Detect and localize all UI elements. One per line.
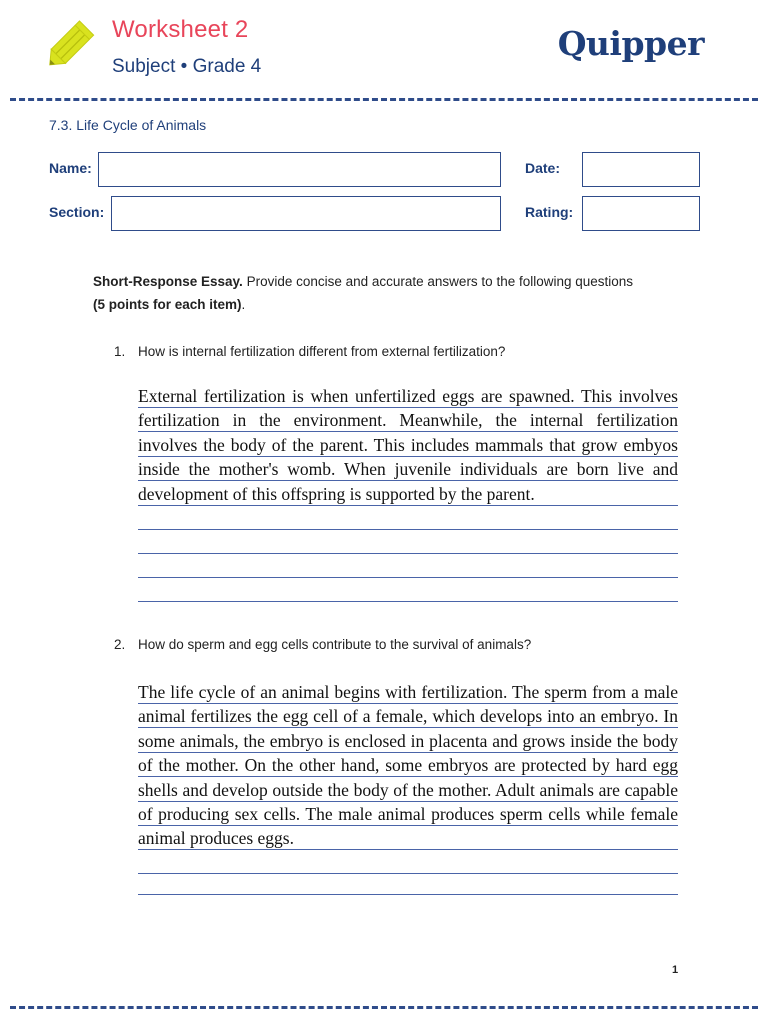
- section-field[interactable]: [111, 196, 501, 231]
- answer-1-area[interactable]: [138, 384, 678, 614]
- worksheet-title: Worksheet 2: [112, 16, 249, 43]
- question-2: [114, 637, 531, 652]
- question-2-text: How do sperm and egg cells contribute to the survival of animals?: [138, 637, 532, 652]
- instructions-points: (5 points for each item): [93, 297, 242, 312]
- brand-logo: Quipper: [557, 24, 704, 63]
- question-1: [114, 344, 505, 359]
- date-field[interactable]: [582, 152, 700, 187]
- answer-2-text: The life cycle of an animal begins with fertilization. The sperm from a male animal fertilizes the egg cell of a female, which develops into an embryo. In some animals, the embryo is enclosed in placenta and grows inside the body of the mother. On the other hand, some embryos are protected by hard egg shells and develop outside the body of the mother. Adult animals are capable of producing sex cells. The male animal produces sperm cells while female animal produces eggs.: [138, 682, 678, 849]
- question-1-text: How is internal fertilization different from external fertilization?: [138, 344, 506, 359]
- name-field[interactable]: [98, 152, 501, 187]
- name-label: Name:: [49, 160, 92, 176]
- page-number: 1: [672, 964, 679, 976]
- top-divider: [10, 98, 758, 101]
- rating-field[interactable]: [582, 196, 700, 231]
- question-2-number: 2.: [114, 637, 126, 652]
- bottom-divider: [10, 1006, 758, 1009]
- instructions-text: Provide concise and accurate answers to the following questions: [242, 274, 634, 289]
- instructions: [93, 270, 693, 316]
- answer-2-area[interactable]: [138, 680, 678, 900]
- lesson-title: 7.3. Life Cycle of Animals: [49, 117, 207, 133]
- rating-label: Rating:: [525, 204, 574, 220]
- pencil-icon: [40, 14, 102, 76]
- instructions-bold: Short-Response Essay.: [93, 274, 243, 289]
- question-1-number: 1.: [114, 344, 126, 359]
- date-label: Date:: [525, 160, 561, 176]
- instructions-end: .: [241, 297, 246, 312]
- section-label: Section:: [49, 204, 105, 220]
- worksheet-subtitle: Subject • Grade 4: [112, 56, 262, 77]
- answer-1-text: External fertilization is when unfertilized eggs are spawned. This involves fertilization in the environment. Meanwhile, the internal fertilization involves the body of the parent. This includes mammals that grow embyos inside the mother's womb. When juvenile individuals are born live and development of this offspring is supported by the parent.: [138, 386, 678, 504]
